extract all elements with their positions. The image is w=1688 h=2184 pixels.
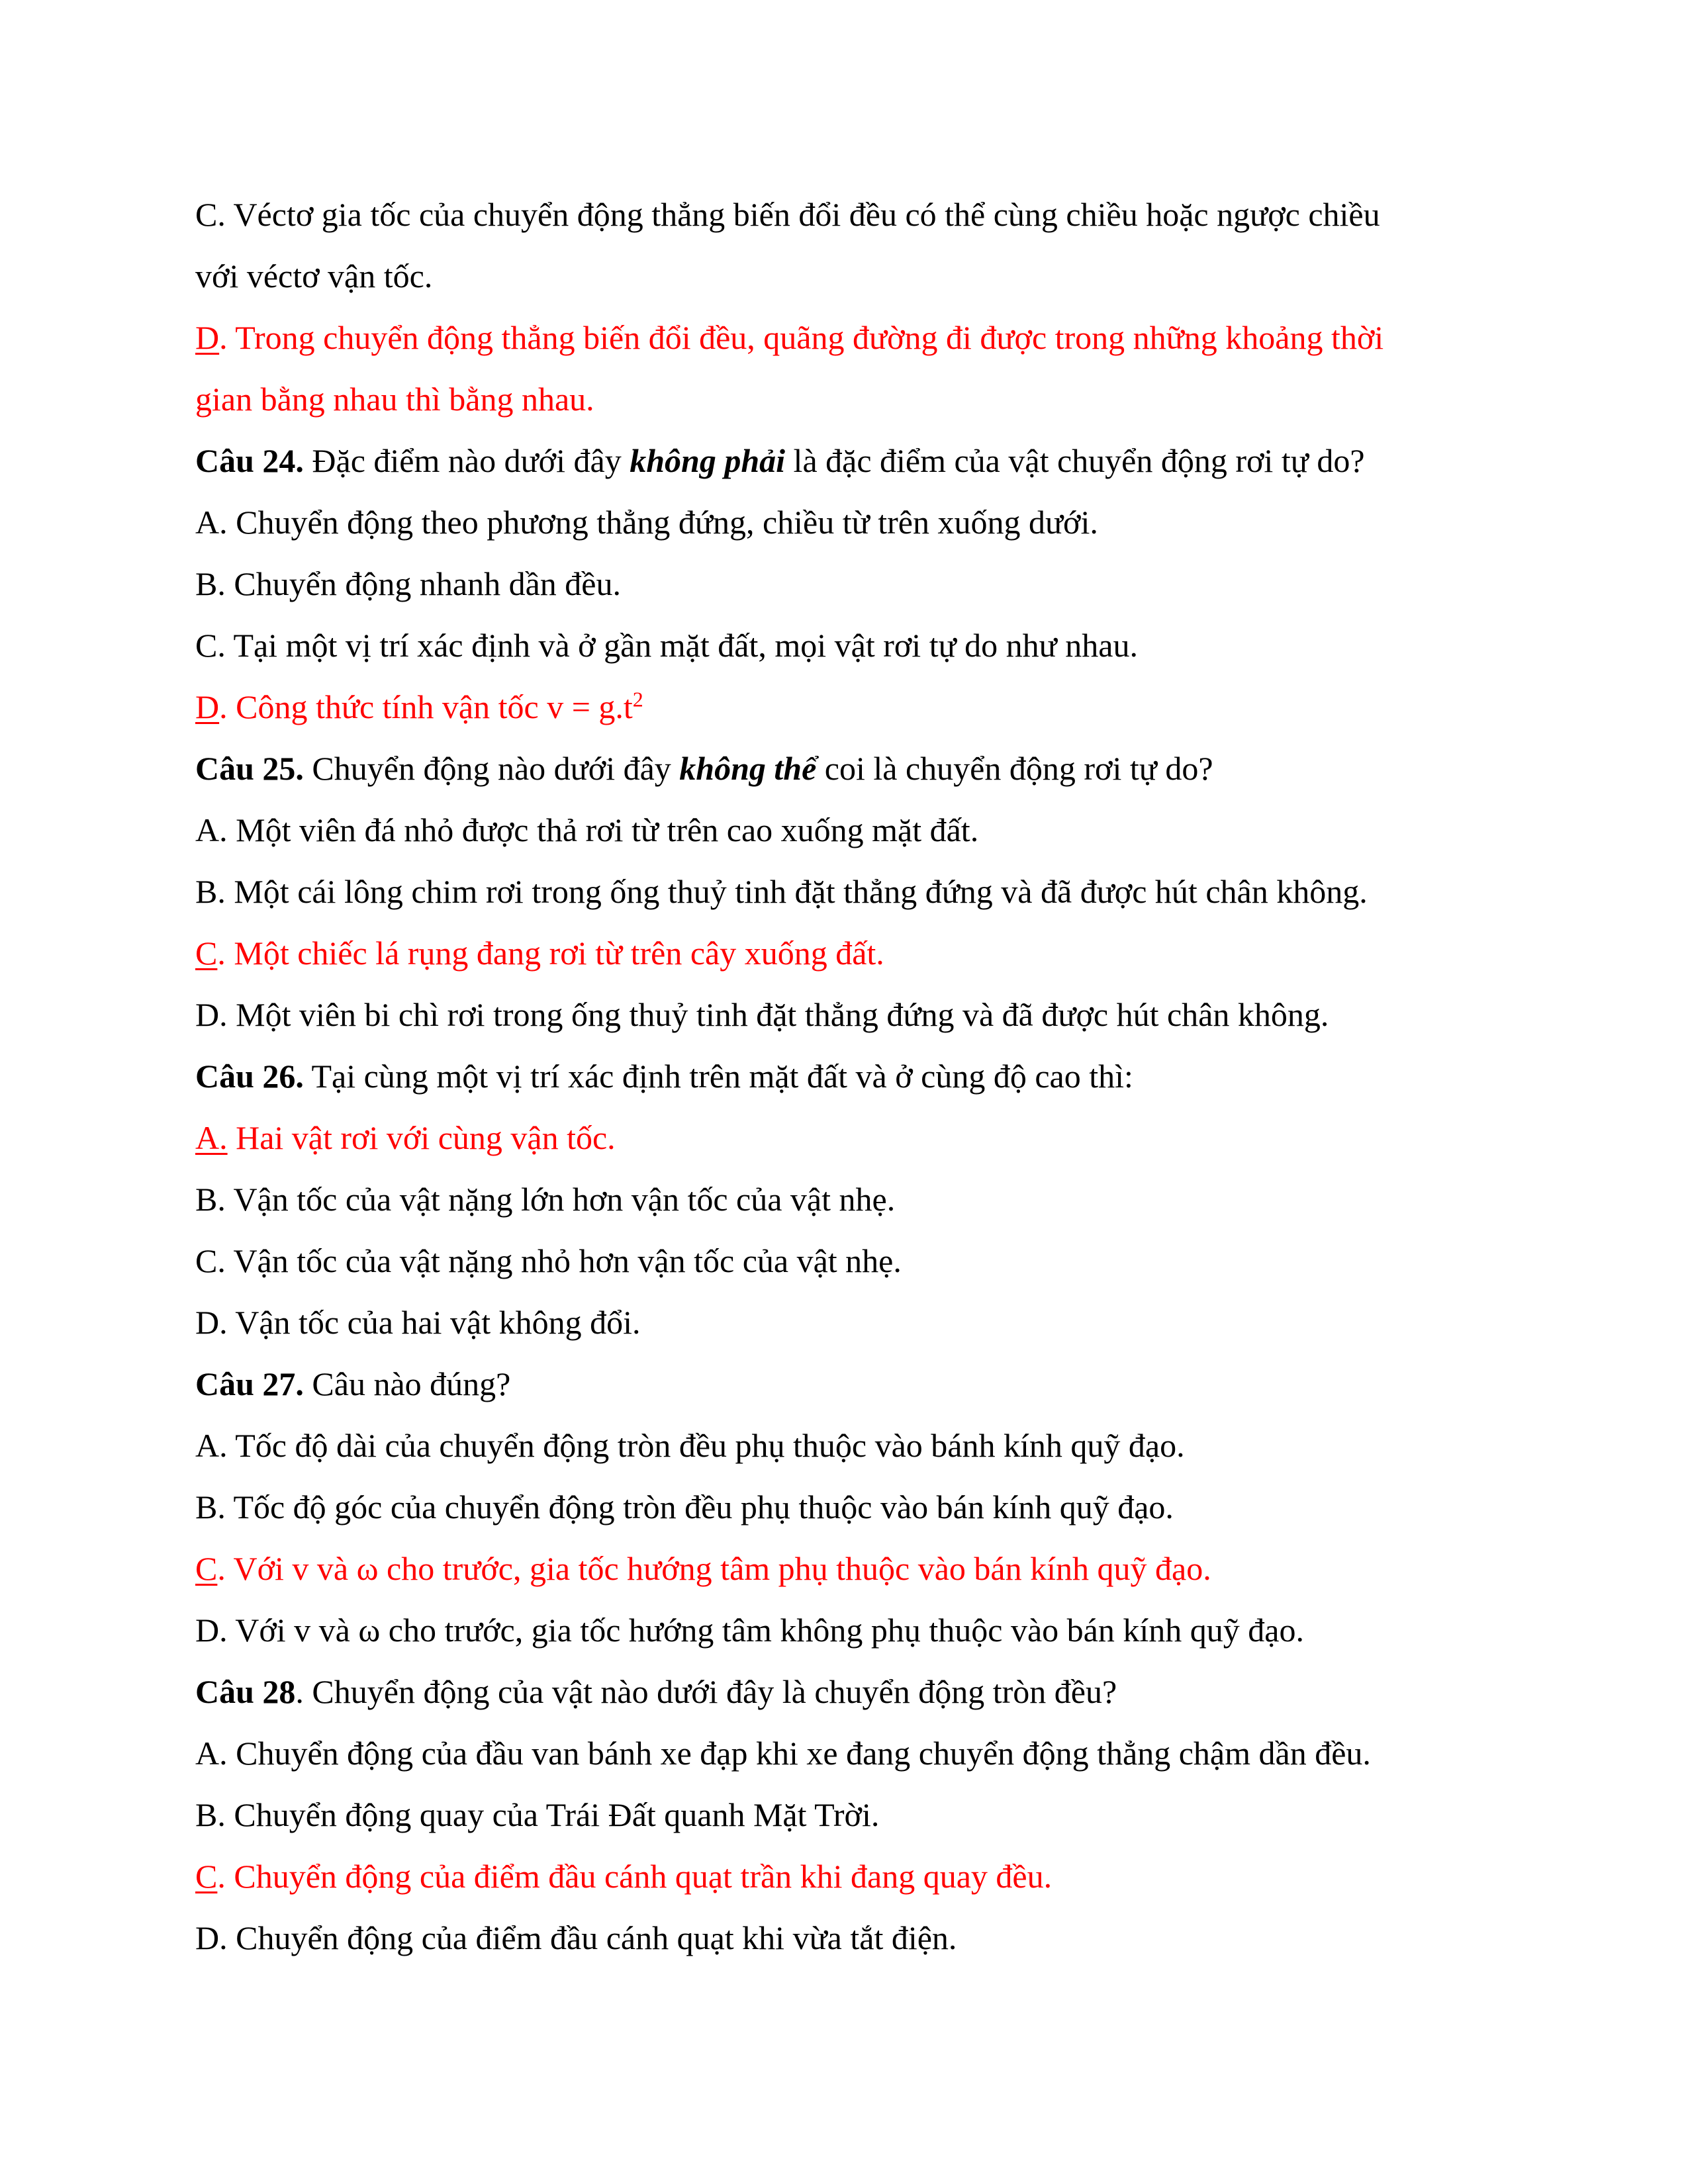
q26-question [195,1046,1506,1107]
q27-text: Câu nào đúng? [303,1365,511,1402]
q25-label: Câu 25. [195,750,304,787]
q24-option-d-superscript: 2 [632,687,643,711]
q27-option-c-letter: C [195,1550,218,1587]
q23-option-d-line1 [195,307,1506,369]
q26-text: Tại cùng một vị trí xác định trên mặt đất và ở cùng độ cao thì: [303,1058,1133,1095]
q24-option-d-text: . Công thức tính vận tốc v = g.t [219,688,633,725]
q26-option-d: D. Vận tốc của hai vật không đổi. [195,1304,641,1341]
q24-option-b: B. Chuyển động nhanh dần đều. [195,565,621,602]
q25-option-a: A. Một viên đá nhỏ được thả rơi từ trên cao xuống mặt đất. [195,811,979,848]
q28-option-c-text: . Chuyển động của điểm đầu cánh quạt trần khi đang quay đều. [217,1858,1053,1895]
page-content [195,184,1506,1969]
q24-question [195,430,1506,492]
q25-emphasis: không thể [679,750,817,787]
q24-option-a: A. Chuyển động theo phương thẳng đứng, chiều từ trên xuống dưới. [195,504,1098,541]
q24-option-d-letter: D [195,688,220,725]
q27-label: Câu 27. [195,1365,304,1402]
q25-option-c-letter: C [195,934,218,972]
q25-option-b: B. Một cái lông chim rơi trong ống thuỷ tinh đặt thẳng đứng và đã được hút chân không. [195,873,1368,910]
q23-option-c-line2: với véctơ vận tốc. [195,257,433,295]
q24-option-d [195,676,1506,738]
q26-label: Câu 26. [195,1058,304,1095]
q27-option-c [195,1538,1506,1600]
q27-option-a: A. Tốc độ dài của chuyển động tròn đều phụ thuộc vào bánh kính quỹ đạo. [195,1427,1185,1464]
q27-option-c-text: . Với v và ω cho trước, gia tốc hướng tâm phụ thuộc vào bán kính quỹ đạo. [217,1550,1211,1587]
q25-option-c-text: . Một chiếc lá rụng đang rơi từ trên cây xuống đất. [217,934,884,972]
q24-text-before: Đặc điểm nào dưới đây [303,442,630,479]
q28-text: . Chuyển động của vật nào dưới đây là chuyển động tròn đều? [295,1673,1117,1710]
q23-option-d-text: . Trong chuyển động thẳng biến đổi đều, quãng đường đi được trong những khoảng thời [219,319,1384,356]
q24-label: Câu 24. [195,442,304,479]
q24-text-after: là đặc điểm của vật chuyển động rơi tự do? [785,442,1365,479]
q24-emphasis: không phải [630,442,786,479]
q23-option-d-line2: gian bằng nhau thì bằng nhau. [195,381,594,418]
q26-option-a-letter: A. [195,1119,228,1156]
q28-option-c [195,1846,1506,1907]
q26-option-a-text: Hai vật rơi với cùng vận tốc. [227,1119,616,1156]
q27-question [195,1353,1506,1415]
q26-option-c: C. Vận tốc của vật nặng nhỏ hơn vận tốc của vật nhẹ. [195,1242,902,1279]
q28-question [195,1661,1506,1723]
q28-option-d: D. Chuyển động của điểm đầu cánh quạt khi vừa tắt điện. [195,1919,957,1956]
q28-label: Câu 28 [195,1673,296,1710]
q28-option-c-letter: C [195,1858,218,1895]
q23-option-d-letter: D [195,319,220,356]
q28-option-a: A. Chuyển động của đầu van bánh xe đạp khi xe đang chuyển động thẳng chậm dần đều. [195,1735,1371,1772]
q26-option-a [195,1107,1506,1169]
q25-option-c [195,923,1506,984]
q24-option-c: C. Tại một vị trí xác định và ở gần mặt đất, mọi vật rơi tự do như nhau. [195,627,1138,664]
q25-text-before: Chuyển động nào dưới đây [303,750,680,787]
q28-option-b: B. Chuyển động quay của Trái Đất quanh Mặt Trời. [195,1796,880,1833]
q27-option-d: D. Với v và ω cho trước, gia tốc hướng tâm không phụ thuộc vào bán kính quỹ đạo. [195,1612,1304,1649]
q25-question [195,738,1506,799]
q25-text-after: coi là chuyển động rơi tự do? [816,750,1213,787]
q25-option-d: D. Một viên bi chì rơi trong ống thuỷ tinh đặt thẳng đứng và đã được hút chân không. [195,996,1329,1033]
q26-option-b: B. Vận tốc của vật nặng lớn hơn vận tốc của vật nhẹ. [195,1181,896,1218]
q23-option-c-line1: C. Véctơ gia tốc của chuyển động thẳng biến đổi đều có thể cùng chiều hoặc ngược chiều [195,196,1380,233]
q27-option-b: B. Tốc độ góc của chuyển động tròn đều phụ thuộc vào bán kính quỹ đạo. [195,1488,1174,1525]
